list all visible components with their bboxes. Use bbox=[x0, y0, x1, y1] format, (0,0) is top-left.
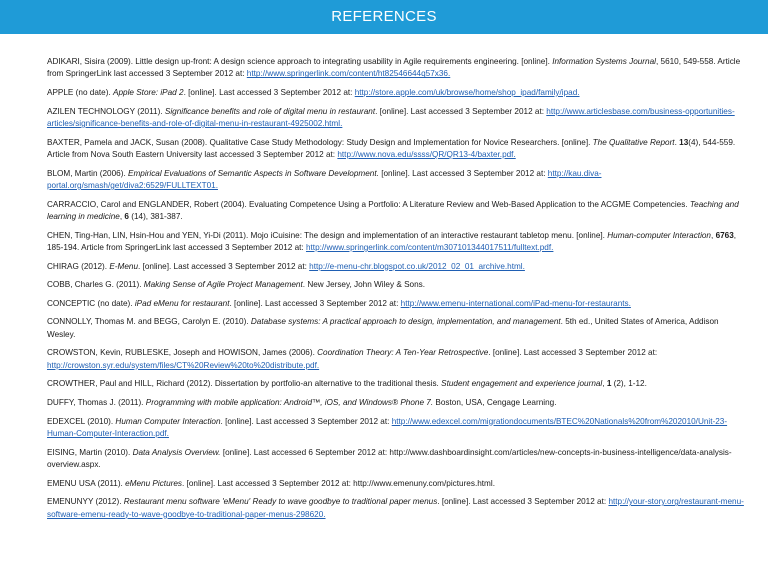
reference-conceptic: CONCEPTIC (no date). iPad eMenu for restaurant. [online]. Last accessed 3 September 2012 at: http://www.emenu-international.com/iPad-menu-for-restaurants. bbox=[47, 298, 631, 308]
reference-edexcel: EDEXCEL (2010). Human Computer Interaction. [online]. Last accessed 3 September 2012 at: http://www.edexcel.com/migrationdocuments/BTEC%20Nationals%20from%202010/Unit-23-Human-Computer-Interaction.pdf. bbox=[47, 416, 728, 438]
reference-azilen: AZILEN TECHNOLOGY (2011). Significance benefits and role of digital menu in restaurant. [online]. Last accessed 3 September 2012 at: http://www.articlesbase.com/business-opportunities-articles/significance-benefits-and-role-of-digital-menu-in-restaurant-4925002.html. bbox=[47, 106, 735, 128]
reference-eising: EISING, Martin (2010). Data Analysis Overview. [online]. Last accessed 6 September 2012 at: http://www.dashboardinsight.com/articles/new-concepts-in-business-intelligence/data-analysis-overview.aspx. bbox=[47, 447, 732, 469]
reference-list bbox=[47, 56, 747, 527]
reference-link[interactable]: http://www.springerlink.com/content/m307101344017511/fulltext.pdf. bbox=[305, 243, 554, 252]
reference-link[interactable]: http://store.apple.com/uk/browse/home/shop_ipad/family/ipad. bbox=[354, 88, 580, 97]
reference-carraccio: CARRACCIO, Carol and ENGLANDER, Robert (2004). Evaluating Competence Using a Portfolio: A Literature Review and Web-Based Application to the ACGME Competencies. Teaching and learning in medicine, 6 (14), 381-387. bbox=[47, 199, 739, 221]
reference-baxter: BAXTER, Pamela and JACK, Susan (2008). Qualitative Case Study Methodology: Study Design and Implementation for Novice Researchers. [online]. The Qualitative Report. 13(4), 544-559. Article from Nova South Eastern University last accessed 3 September 2012 at: http://www.nova.edu/ssss/QR/QR13-4/baxter.pdf. bbox=[47, 137, 736, 159]
reference-link[interactable]: http://www.nova.edu/ssss/QR/QR13-4/baxter.pdf. bbox=[337, 150, 516, 159]
reference-cobb: COBB, Charles G. (2011). Making Sense of Agile Project Management. New Jersey, John Wiley & Sons. bbox=[47, 280, 426, 290]
reference-crowther: CROWTHER, Paul and HILL, Richard (2012). Dissertation by portfolio-an alternative to the traditional thesis. Student engagement and experience journal, 1 (2), 1-12. bbox=[47, 379, 647, 389]
reference-chirag: CHIRAG (2012). E-Menu. [online]. Last accessed 3 September 2012 at: http://e-menu-chr.blogspot.co.uk/2012_02_01_archive.html. bbox=[47, 261, 525, 271]
page-title: REFERENCES bbox=[331, 8, 437, 25]
reference-emenu-usa: EMENU USA (2011). eMenu Pictures. [online]. Last accessed 3 September 2012 at: http://www.emenuny.com/pictures.html. bbox=[47, 478, 495, 488]
reference-apple: APPLE (no date). Apple Store: iPad 2. [online]. Last accessed 3 September 2012 at: http://store.apple.com/uk/browse/home/shop_ipad/family/ipad. bbox=[47, 88, 580, 97]
reference-link[interactable]: http://crowston.syr.edu/system/files/CT%20Review%20to%20distribute.pdf. bbox=[47, 360, 320, 370]
reference-adikari: ADIKARI, Sisira (2009). Little design up-front: A design science approach to integrating usability in Agile requirements engineering. [online]. Information Systems Journal, 5610, 549-558. Article from SpringerLink last accessed 3 September 2012 at: http://www.springerlink.com/content/ht82546644q57x36. bbox=[47, 57, 741, 79]
references-header bbox=[0, 0, 768, 34]
reference-link[interactable]: http://kau.diva-portal.org/smash/get/diva2:6529/FULLTEXT01. bbox=[47, 168, 602, 190]
reference-link[interactable]: http://www.emenu-international.com/iPad-menu-for-restaurants. bbox=[400, 298, 631, 308]
reference-emenunyy: EMENUNYY (2012). Restaurant menu software 'eMenu' Ready to wave goodbye to traditional paper menus. [online]. Last accessed 3 September 2012 at: http://your-story.org/restaurant-menu-software-emenu-ready-to-wave-goodbye-to-traditional-paper-menus-298620. bbox=[47, 497, 744, 519]
reference-link[interactable]: http://e-menu-chr.blogspot.co.uk/2012_02_01_archive.html. bbox=[309, 261, 525, 271]
reference-link[interactable]: http://your-story.org/restaurant-menu-software-emenu-ready-to-wave-goodbye-to-traditional-paper-menus-298620. bbox=[47, 497, 744, 519]
reference-connolly: CONNOLLY, Thomas M. and BEGG, Carolyn E. (2010). Database systems: A practical approach to design, implementation, and management. 5th ed., United States of America, Addison Wesley. bbox=[47, 317, 719, 339]
reference-link[interactable]: http://www.edexcel.com/migrationdocuments/BTEC%20Nationals%20from%202010/Unit-23-Human-Computer-Interaction.pdf. bbox=[47, 416, 728, 438]
reference-duffy: DUFFY, Thomas J. (2011). Programming with mobile application: Android™, iOS, and Windows® Phone 7. Boston, USA, Cengage Learning. bbox=[47, 397, 557, 407]
reference-crowston: CROWSTON, Kevin, RUBLESKE, Joseph and HOWISON, James (2006). Coordination Theory: A Ten-Year Retrospective. [online]. Last accessed 3 September 2012 at: http://crowston.syr.edu/system/files/CT%20Review%20to%20distribute.pdf. bbox=[47, 348, 658, 370]
reference-blom: BLOM, Martin (2006). Empirical Evaluations of Semantic Aspects in Software Development. [online]. Last accessed 3 September 2012 at: http://kau.diva-portal.org/smash/get/diva2:6529/FULLTEXT01. bbox=[47, 168, 602, 190]
reference-chen: CHEN, Ting-Han, LIN, Hsin-Hou and YEN, Yi-Di (2011). Mojo iCuisine: The design and implementation of an interactive restaurant tabletop menu. [online]. Human-computer Interaction, 6763, 185-194. Article from SpringerLink last accessed 3 September 2012 at: http://www.springerlink.com/content/m307101344017511/fulltext.pdf. bbox=[47, 230, 737, 252]
reference-link[interactable]: http://www.springerlink.com/content/ht82546644q57x36. bbox=[246, 69, 451, 79]
reference-link[interactable]: http://www.articlesbase.com/business-opportunities-articles/significance-benefits-and-role-of-digital-menu-in-restaurant-4925002.html. bbox=[47, 106, 735, 128]
